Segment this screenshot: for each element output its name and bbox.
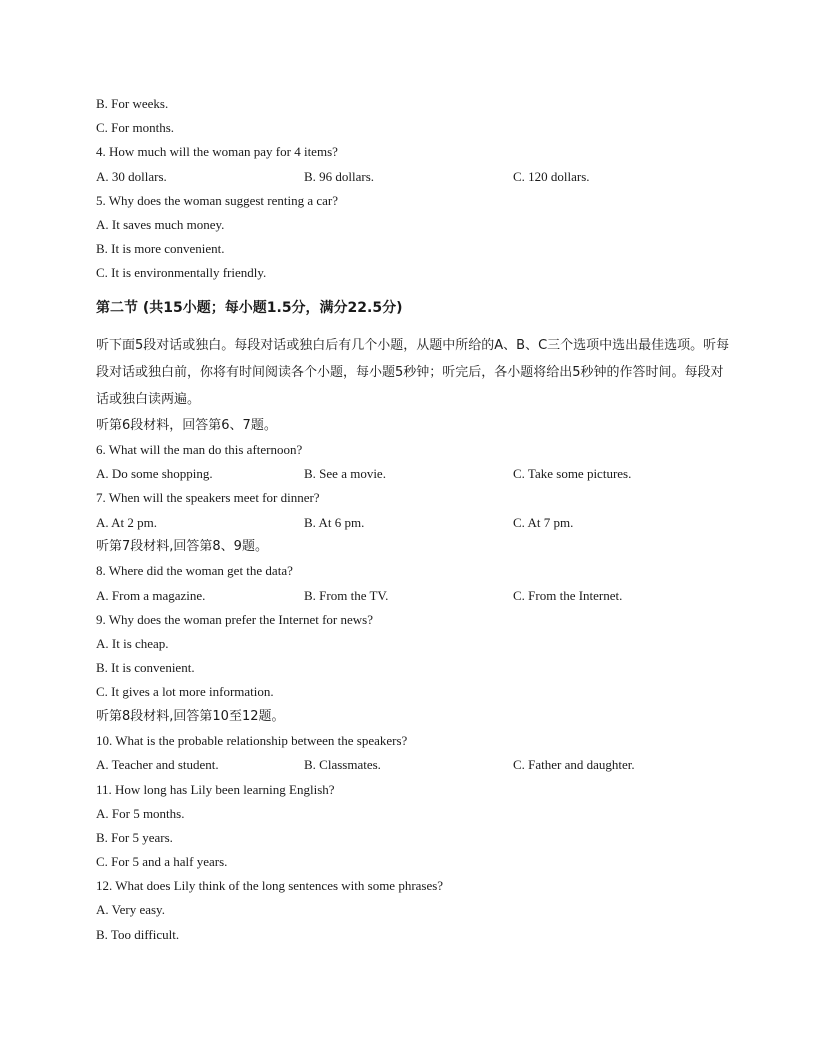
q8-option-a: A. From a magazine. bbox=[96, 587, 206, 603]
q12-option-b: B. Too difficult. bbox=[96, 926, 180, 942]
q6-option-a: A. Do some shopping. bbox=[96, 466, 213, 482]
exam-page bbox=[96, 92, 736, 947]
q3-option-c: C. For months. bbox=[96, 120, 175, 136]
q11-option-c: C. For 5 and a half years. bbox=[96, 854, 228, 870]
q9-option-b: B. It is convenient. bbox=[96, 660, 195, 676]
q8-option-c: C. From the Internet. bbox=[513, 587, 623, 603]
q4-option-b: B. 96 dollars. bbox=[304, 168, 375, 184]
q8-question: 8. Where did the woman get the data? bbox=[96, 563, 293, 579]
q7-option-a: A. At 2 pm. bbox=[96, 514, 158, 530]
q7-option-b: B. At 6 pm. bbox=[304, 514, 365, 530]
q5-option-b: B. It is more convenient. bbox=[96, 241, 225, 257]
q4-option-c: C. 120 dollars. bbox=[513, 168, 590, 184]
q5-question: 5. Why does the woman suggest renting a car? bbox=[96, 192, 338, 208]
q4-options bbox=[96, 165, 736, 189]
q6-options bbox=[96, 462, 736, 486]
material-8-heading: 听第8段材料,回答第10至12题。 bbox=[96, 708, 285, 724]
q6-option-c: C. Take some pictures. bbox=[513, 466, 632, 482]
section-title: 第二节 (共15小题；每小题1.5分，满分22.5分) bbox=[96, 299, 403, 316]
q3-option-b: B. For weeks. bbox=[96, 96, 169, 111]
q12-option-a: A. Very easy. bbox=[96, 902, 165, 918]
q11-option-a: A. For 5 months. bbox=[96, 805, 185, 821]
q5-option-a: A. It saves much money. bbox=[96, 216, 225, 232]
q7-option-c: C. At 7 pm. bbox=[513, 514, 574, 530]
q11-question: 11. How long has Lily been learning English? bbox=[96, 781, 335, 797]
q8-option-b: B. From the TV. bbox=[304, 587, 389, 603]
q10-question: 10. What is the probable relationship between the speakers? bbox=[96, 733, 408, 749]
q4-option-a: A. 30 dollars. bbox=[96, 168, 167, 184]
q9-option-a: A. It is cheap. bbox=[96, 636, 169, 651]
q10-option-c: C. Father and daughter. bbox=[513, 757, 635, 773]
q7-options bbox=[96, 511, 736, 535]
material-6-heading: 听第6段材料，回答第6、7题。 bbox=[96, 417, 277, 433]
q12-question: 12. What does Lily think of the long sentences with some phrases? bbox=[96, 878, 444, 894]
section-instructions: 听下面5段对话或独白。每段对话或独白后有几个小题，从题中所给的A、B、C三个选项中选出最佳选项。听每段对话或独白前，你将有时间阅读各个小题，每小题5秒钟；听完后，各小题将给出5秒钟的作答时间。每段对话或独白读两遍。 bbox=[96, 337, 730, 407]
q6-option-b: B. See a movie. bbox=[304, 466, 386, 482]
q5-option-c: C. It is environmentally friendly. bbox=[96, 265, 267, 281]
q10-option-b: B. Classmates. bbox=[304, 757, 381, 773]
q6-question: 6. What will the man do this afternoon? bbox=[96, 442, 303, 458]
q9-option-c: C. It gives a lot more information. bbox=[96, 684, 274, 700]
q4-question: 4. How much will the woman pay for 4 items? bbox=[96, 144, 338, 160]
q10-options bbox=[96, 753, 736, 777]
q7-question: 7. When will the speakers meet for dinner? bbox=[96, 490, 320, 506]
material-7-heading: 听第7段材料,回答第8、9题。 bbox=[96, 538, 268, 554]
q10-option-a: A. Teacher and student. bbox=[96, 757, 219, 773]
q11-option-b: B. For 5 years. bbox=[96, 829, 173, 845]
q8-options bbox=[96, 584, 736, 608]
q9-question: 9. Why does the woman prefer the Internet for news? bbox=[96, 611, 373, 627]
